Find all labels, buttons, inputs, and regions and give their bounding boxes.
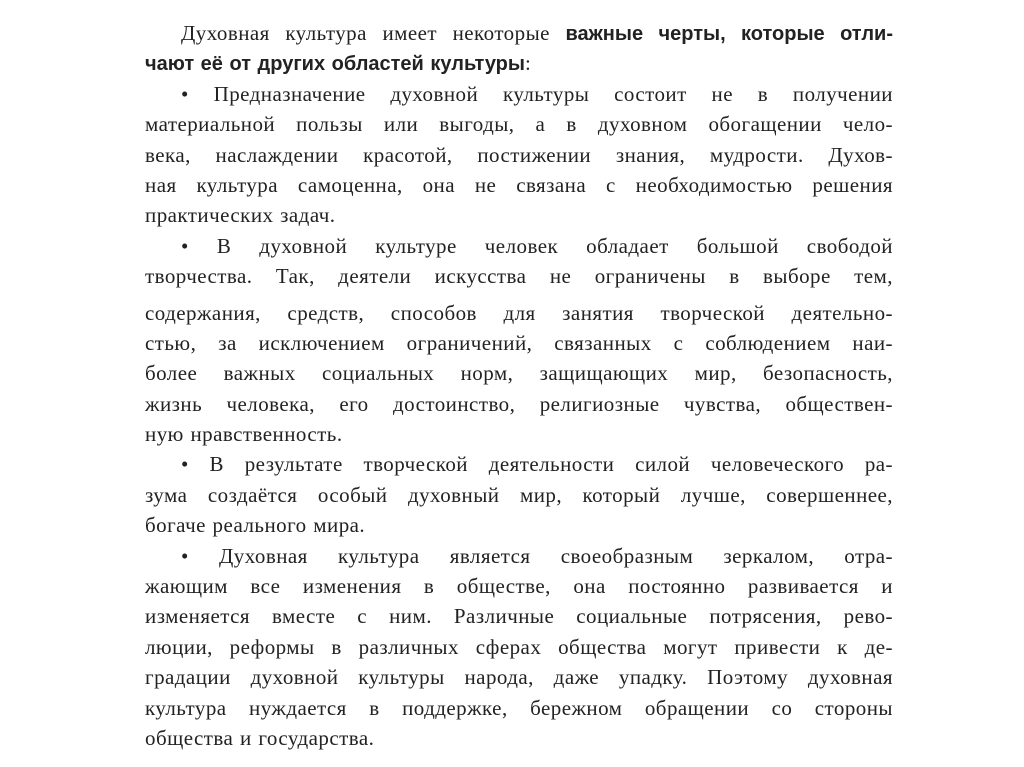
text-line: века, наслаждении красотой, постижении знания, мудрости. Духов- — [145, 142, 893, 167]
text-line: • Предназначение духовной культуры состоит не в получении — [181, 81, 893, 106]
text-line: градации духовной культуры народа, даже упадку. Поэтому духовная — [145, 665, 893, 690]
intro-line-1 — [145, 18, 893, 48]
intro-line-2 — [145, 48, 893, 78]
text-line: изменяется вместе с ним. Различные социальные потрясения, рево- — [145, 604, 893, 629]
intro-paragraph — [145, 18, 893, 79]
intro-lead-text: Духовная культура имеет некоторые — [181, 21, 566, 45]
text-line: зума создаётся особый духовный мир, который лучше, совершеннее, — [145, 482, 893, 507]
intro-bold-text-1: важные черты, которые отли- — [565, 23, 894, 45]
text-line: стью, за исключением ограничений, связанных с соблюдением наи- — [145, 330, 893, 355]
text-line: практических задач. — [145, 203, 336, 228]
text-line: ную нравственность. — [145, 422, 343, 447]
intro-colon: : — [524, 51, 532, 76]
text-line: материальной пользы или выгоды, а в духовном обогащении чело- — [145, 112, 893, 137]
bullet-point-purpose — [145, 79, 893, 231]
bullet-point-creativity — [145, 449, 893, 540]
bullet-point-mirror — [145, 541, 893, 754]
text-line: • В духовной культуре человек обладает большой свободой — [181, 233, 893, 258]
intro-bold-text-2: чают её от других областей культуры — [145, 53, 525, 76]
text-line: жизнь человека, его достоинство, религиозные чувства, обществен- — [145, 391, 893, 416]
bullet-point-freedom — [145, 231, 893, 450]
text-line: богаче реального мира. — [145, 513, 366, 538]
text-line: творчества. Так, деятели искусства не ограничены в выборе тем, — [145, 264, 893, 289]
text-line: ная культура самоценна, она не связана с необходимостью решения — [145, 172, 893, 197]
text-line: • Духовная культура является своеобразным зеркалом, отра- — [181, 543, 893, 568]
text-line: жающим все изменения в обществе, она постоянно развивается и — [145, 574, 893, 599]
text-line: более важных социальных норм, защищающих мир, безопасность, — [145, 361, 893, 386]
text-line: общества и государства. — [145, 725, 375, 750]
text-line: содержания, средств, способов для занятия творческой деятельно- — [145, 300, 893, 325]
text-line: культура нуждается в поддержке, бережном обращении со стороны — [145, 695, 893, 720]
document-text — [145, 18, 893, 753]
text-line: люции, реформы в различных сферах общества могут привести к де- — [145, 634, 893, 659]
text-line: • В результате творческой деятельности силой человеческого ра- — [181, 452, 893, 477]
